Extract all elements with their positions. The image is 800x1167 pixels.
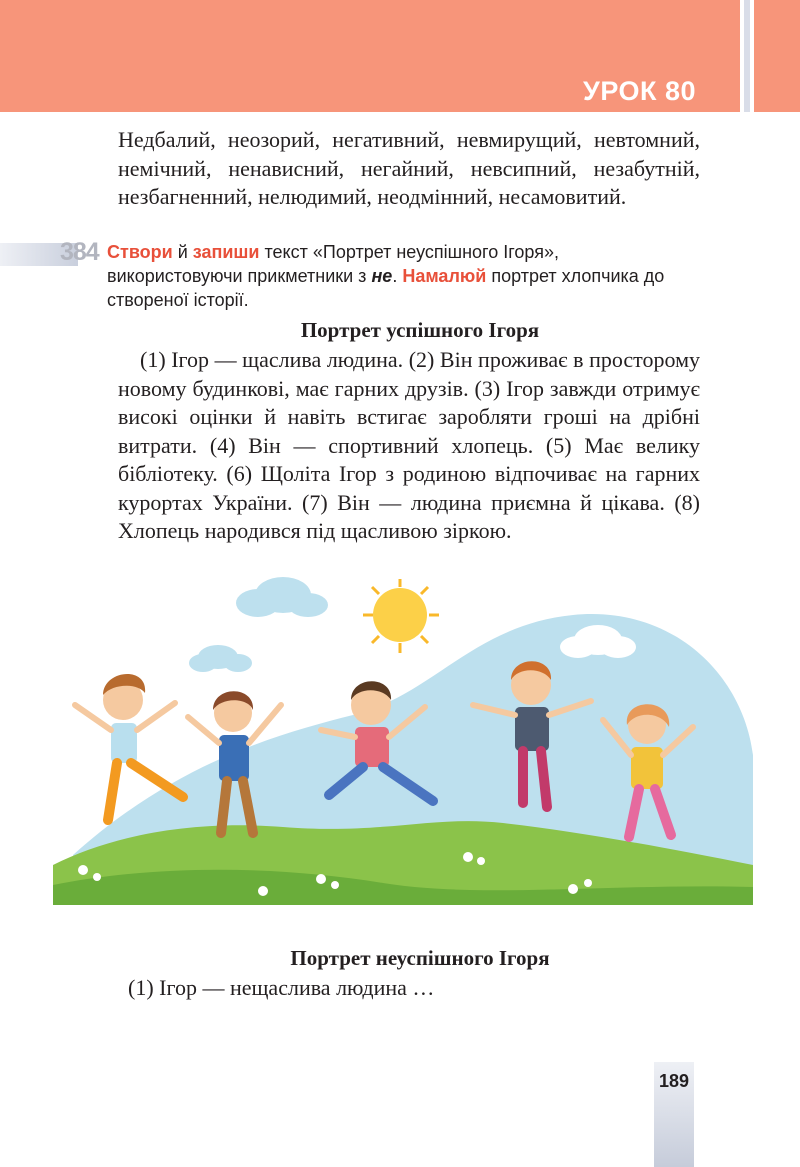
task-text-part1: текст «Портрет неуспішного Ігоря», використовуючи прикметники з xyxy=(107,242,559,286)
task-instruction xyxy=(107,240,667,312)
task-particle: не xyxy=(371,266,393,286)
task-verb-create: Створи xyxy=(107,242,173,262)
task-text-part2: . xyxy=(392,266,403,286)
story2-title: Портрет неуспішного Ігоря xyxy=(290,946,550,970)
task-text-part3: портрет хлопчика до створеної історії. xyxy=(107,266,665,310)
word-list-paragraph: Недбалий, неозорий, негативний, невмирущий, невтомний, немічний, ненависний, негайний, невсипний, незабутній, незбагненний, нелюдимий, неодмінний, несамовитий. xyxy=(118,127,700,209)
cloud-left xyxy=(236,577,328,617)
story-text: (1) Ігор — щаслива людина. (2) Він проживає в просторому новому будинкові, має гарних друзів. (3) Ігор завжди отримує високі оцінки й навіть встигає заробляти гроші на дрібні витрати. (4) Він — спортивний хлопець. (5) Має велику бібліотеку. (6) Щоліта Ігор з родиною відпочиває на гарних курортах України. (7) Він — людина приємна й цікава. (8) Хлопець народився під щасливою зіркою. xyxy=(118,347,700,543)
story-title: Портрет успішного Ігоря xyxy=(300,318,540,342)
sun-disc xyxy=(373,588,427,642)
header-divider-accent xyxy=(744,0,750,112)
task-verb-write: запиши xyxy=(192,242,260,262)
story2-text: (1) Ігор — нещаслива людина … xyxy=(128,975,435,1000)
task-number: 384 xyxy=(60,238,99,266)
task-conjunction: й xyxy=(172,242,193,262)
cloud-small xyxy=(189,645,252,672)
lesson-title: УРОК 80 xyxy=(583,76,696,106)
page-number: 189 xyxy=(658,1071,690,1091)
children-jumping-illustration xyxy=(53,565,753,905)
task-verb-draw: Намалюй xyxy=(402,266,487,286)
